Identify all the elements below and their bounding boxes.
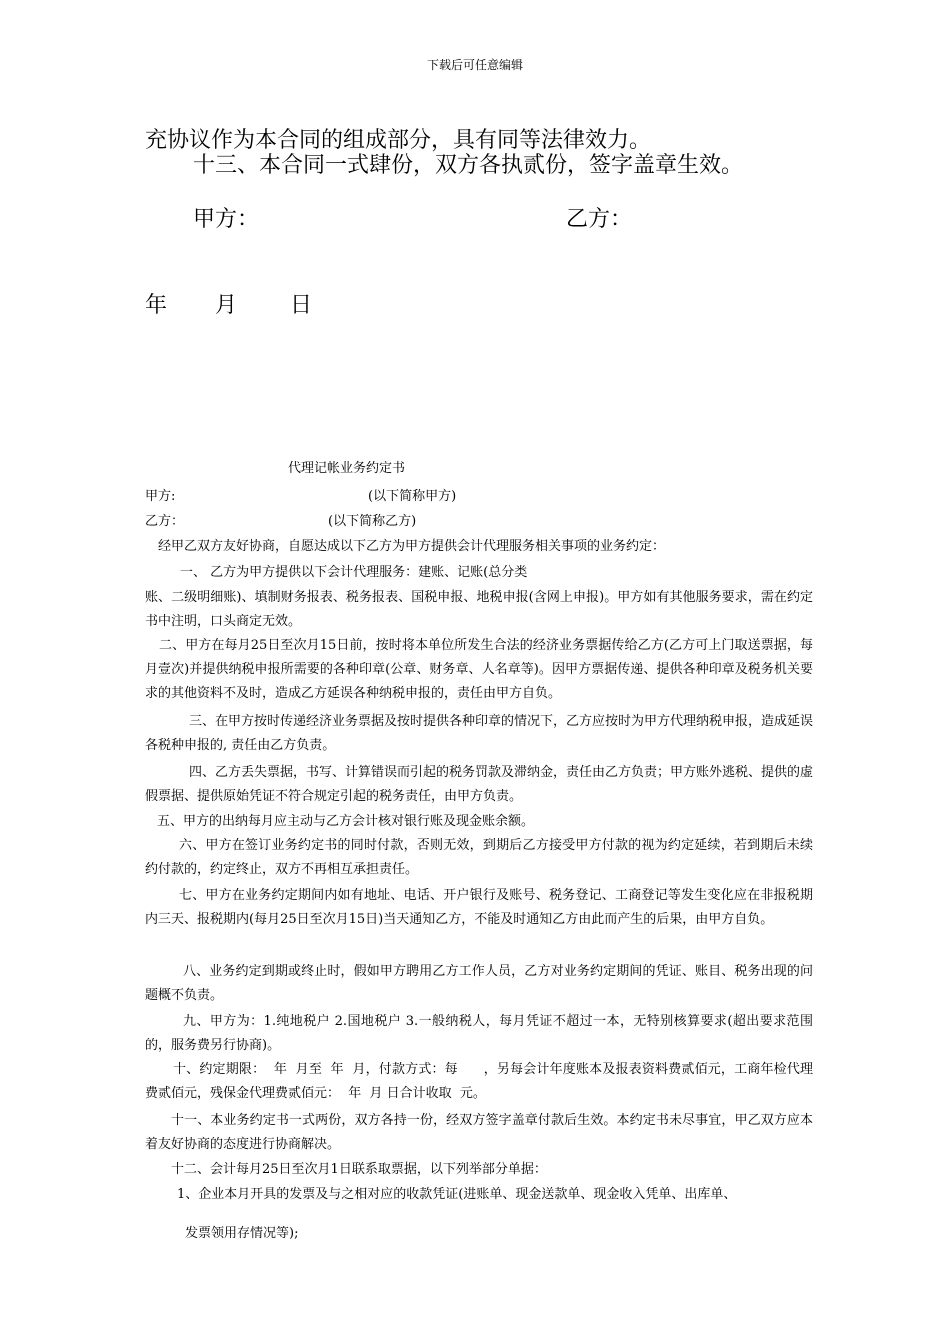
party-b-note: (以下简称乙方) — [328, 514, 417, 529]
party-a-note: (以下简称甲方) — [368, 489, 457, 504]
clause-11: 十一、本业务约定书一式两份，双方各持一份，经双方签字盖章付款后生效。本约定书未尽事宜，甲乙双方应本着友好协商的态度进行协商解决。 — [145, 1113, 813, 1152]
clause-10: 十、约定期限： 年 月至 年 月，付款方式：每 ，另每会计年度账本及报表资料费贰佰元，工商年检代理费贰佰元，残保金代理费贰佰元： 年 月 日合计收取 元。 — [145, 1062, 813, 1101]
agreement-title: 代理记帐业务约定书 — [288, 461, 406, 476]
clause-13-line: 十三、本合同一式肆份，双方各执贰份，签字盖章生效。 — [193, 153, 744, 178]
page-header-note: 下载后可任意编辑 — [426, 58, 523, 72]
signature-party-a: 甲方： — [193, 207, 260, 232]
date-day: 日 — [290, 293, 313, 318]
date-year: 年 — [145, 293, 168, 318]
signature-party-b: 乙方： — [566, 207, 633, 232]
party-b-line: 乙方： — [145, 514, 185, 529]
continuation-line: 充协议作为本合同的组成部分，具有同等法律效力。 — [145, 128, 652, 153]
party-a-line: 甲方: — [145, 489, 176, 504]
clause-12: 十二、会计每月25日至次月1日联系取票据，以下列举部分单据： — [171, 1162, 547, 1177]
clause-2: 二、甲方在每月25日至次月15日前，按时将本单位所发生合法的经济业务票据传给乙方(乙方可上门取送票据，每月壹次)并提供纳税申报所需要的各种印章(公章、财务章、人名章等)。因甲方票据传递、提供各种印章及税务机关要求的其他资料不及时，造成乙方延误各种纳税申报的，责任由甲方自负。 — [145, 638, 813, 701]
clause-9: 九、甲方为：1.纯地税户 2.国地税户 3.一般纳税人，每月凭证不超过一本，无特别核算要求(超出要求范围的，服务费另行协商)。 — [145, 1014, 813, 1053]
clause-8: 八、业务约定到期或终止时，假如甲方聘用乙方工作人员，乙方对业务约定期间的凭证、账目、税务出现的问题概不负责。 — [145, 964, 813, 1003]
clause-1-first-line: 一、 乙方为甲方提供以下会计代理服务：建账、记账(总分类 — [180, 565, 528, 580]
list-item-1-continued: 发票领用存情况等); — [185, 1226, 299, 1241]
clause-6: 六、甲方在签订业务约定书的同时付款，否则无效，到期后乙方接受甲方付款的视为约定延续，若到期后未续约付款的，约定终止，双方不再相互承担责任。 — [145, 838, 813, 877]
clause-5: 五、甲方的出纳每月应主动与乙方会计核对银行账及现金账余额。 — [157, 814, 535, 829]
date-month: 月 — [215, 293, 238, 318]
clause-7: 七、甲方在业务约定期间内如有地址、电话、开户银行及账号、税务登记、工商登记等发生变化应在非报税期内三天、报税期内(每月25日至次月15日)当天通知乙方，不能及时通知乙方由此而产生的后果，由甲方自负。 — [145, 888, 813, 927]
list-item-1: 1、企业本月开具的发票及与之相对应的收款凭证(进账单、现金送款单、现金收入凭单、出库单、 — [177, 1187, 737, 1202]
clause-3: 三、在甲方按时传递经济业务票据及按时提供各种印章的情况下，乙方应按时为甲方代理纳税申报，造成延误各税种申报的, 责任由乙方负责。 — [145, 714, 814, 753]
clause-4: 四、乙方丢失票据，书写、计算错误而引起的税务罚款及滞纳金，责任由乙方负责；甲方账外逃税、提供的虚假票据、提供原始凭证不符合规定引起的税务责任，由甲方负责。 — [145, 765, 814, 804]
agreement-intro: 经甲乙双方友好协商，自愿达成以下乙方为甲方提供会计代理服务相关事项的业务约定： — [158, 539, 666, 554]
clause-1-body: 账、二级明细账)、填制财务报表、税务报表、国税申报、地税申报(含网上申报)。甲方如有其他服务要求，需在约定书中注明，口头商定无效。 — [145, 590, 813, 629]
